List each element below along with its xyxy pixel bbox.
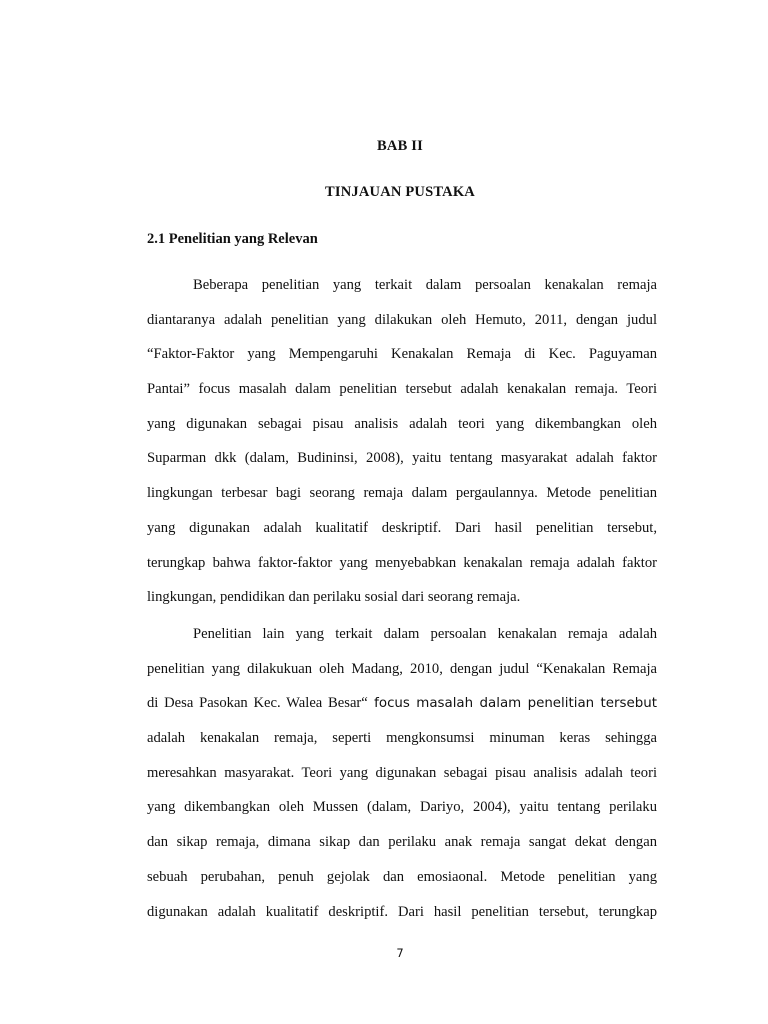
chapter-label: BAB II — [377, 138, 423, 154]
paragraph-line: yang dikembangkan oleh Mussen (dalam, Dariyo, 2004), yaitu tentang perilaku — [147, 799, 657, 816]
line-segment-sans: focus masalah dalam penelitian tersebut — [367, 696, 657, 712]
line-segment: di Desa Pasokan Kec. Walea Besar“ — [147, 695, 368, 712]
paragraph-line: penelitian yang dilakukuan oleh Madang, 2010, dengan judul “Kenakalan Remaja — [147, 660, 657, 677]
paragraph-line: Suparman dkk (dalam, Budininsi, 2008), yaitu tentang masyarakat adalah faktor — [147, 450, 657, 467]
paragraph-line: terungkap bahwa faktor-faktor yang menyebabkan kenakalan remaja adalah faktor — [147, 554, 657, 571]
page-number: 7 — [396, 946, 404, 960]
paragraph-line: digunakan adalah kualitatif deskriptif. Dari hasil penelitian tersebut, terungkap — [147, 903, 657, 920]
paragraph-line: Penelitian lain yang terkait dalam persoalan kenakalan remaja adalah — [193, 626, 657, 642]
chapter-title: TINJAUAN PUSTAKA — [325, 184, 475, 200]
paragraph-line: yang digunakan sebagai pisau analisis adalah teori yang dikembangkan oleh — [147, 415, 657, 432]
paragraph-line: dan sikap remaja, dimana sikap dan perilaku anak remaja sangat dekat dengan — [147, 834, 657, 851]
paragraph-line: diantaranya adalah penelitian yang dilakukan oleh Hemuto, 2011, dengan judul — [147, 311, 657, 328]
paragraph-2 — [147, 617, 657, 929]
paragraph-line: yang digunakan adalah kualitatif deskriptif. Dari hasil penelitian tersebut, — [147, 519, 657, 536]
paragraph-line: sebuah perubahan, penuh gejolak dan emosiaonal. Metode penelitian yang — [147, 868, 657, 885]
paragraph-line: Beberapa penelitian yang terkait dalam persoalan kenakalan remaja — [193, 277, 657, 293]
paragraph-line: Pantai” focus masalah dalam penelitian tersebut adalah kenakalan remaja. Teori — [147, 381, 657, 398]
paragraph-1 — [147, 268, 657, 615]
paragraph-line: “Faktor-Faktor yang Mempengaruhi Kenakalan Remaja di Kec. Paguyaman — [147, 346, 657, 363]
paragraph-line-mixed — [147, 686, 657, 721]
paragraph-line: adalah kenakalan remaja, seperti mengkonsumsi minuman keras sehingga — [147, 730, 657, 747]
section-heading: 2.1 Penelitian yang Relevan — [147, 231, 318, 247]
paragraph-line: lingkungan terbesar bagi seorang remaja dalam pergaulannya. Metode penelitian — [147, 485, 657, 502]
paragraph-line: meresahkan masyarakat. Teori yang digunakan sebagai pisau analisis adalah teori — [147, 764, 657, 781]
paragraph-line: lingkungan, pendidikan dan perilaku sosial dari seorang remaja. — [147, 589, 521, 606]
